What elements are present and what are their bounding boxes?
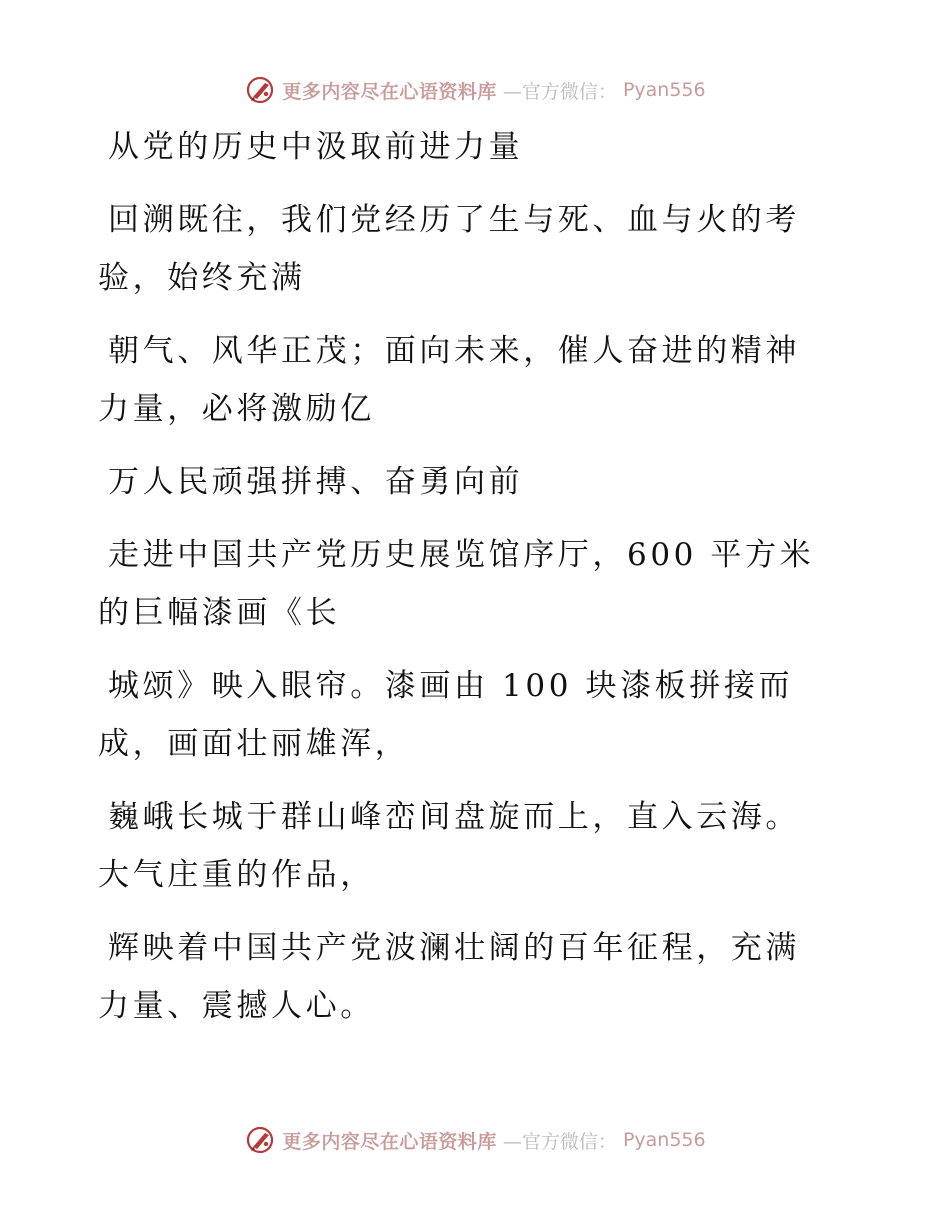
watermark-wechat-id: Pyan556 bbox=[622, 79, 706, 101]
watermark-separator: —官方微信： bbox=[502, 80, 617, 103]
paragraph: 回溯既往，我们党经历了生与死、血与火的考验，始终充满 bbox=[98, 202, 800, 296]
paragraph: 辉映着中国共产党波澜壮阔的百年征程，充满力量、震撼人心。 bbox=[98, 930, 800, 1024]
watermark-text: 更多内容尽在心语资料库 bbox=[282, 80, 497, 103]
pen-logo-icon bbox=[244, 1124, 276, 1156]
document-body bbox=[98, 118, 828, 1050]
pen-logo-icon bbox=[244, 74, 276, 106]
paragraph: 城颂》映入眼帘。漆画由 100 块漆板拼接而成，画面壮丽雄浑， bbox=[98, 668, 794, 762]
watermark-text: 更多内容尽在心语资料库 bbox=[282, 1130, 497, 1153]
watermark-wechat-id: Pyan556 bbox=[622, 1129, 706, 1151]
paragraph: 走进中国共产党历史展览馆序厅，600 平方米的巨幅漆画《长 bbox=[98, 537, 815, 631]
header-watermark bbox=[0, 70, 950, 110]
document-title: 从党的历史中汲取前进力量 bbox=[108, 129, 524, 165]
paragraph: 万人民顽强拼搏、奋勇向前 bbox=[108, 464, 524, 500]
paragraph: 朝气、风华正茂；面向未来，催人奋进的精神力量，必将激励亿 bbox=[98, 333, 800, 427]
watermark-separator: —官方微信： bbox=[502, 1130, 617, 1153]
watermark-group bbox=[244, 74, 705, 106]
watermark-group bbox=[244, 1124, 705, 1156]
paragraph: 巍峨长城于群山峰峦间盘旋而上，直入云海。大气庄重的作品， bbox=[98, 799, 800, 893]
footer-watermark bbox=[0, 1120, 950, 1160]
